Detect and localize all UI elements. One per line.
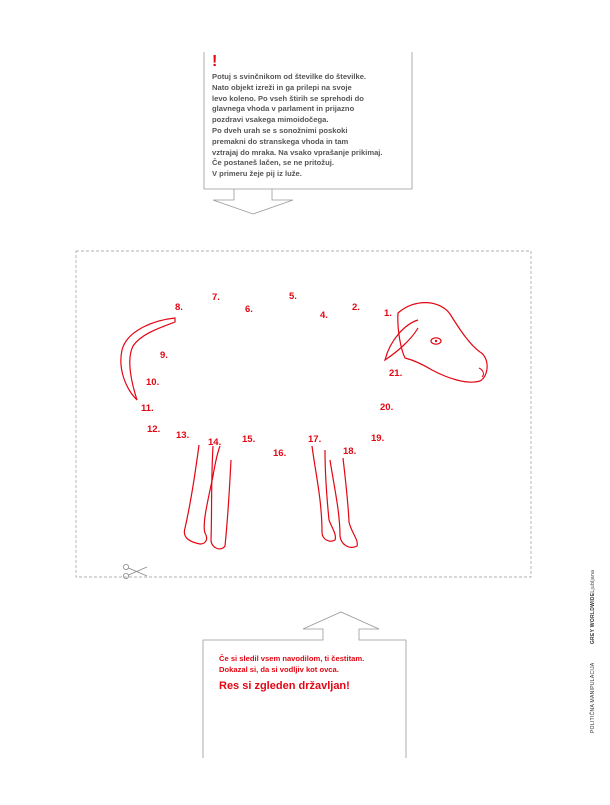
result-box xyxy=(200,610,410,760)
cutout-sheet xyxy=(75,250,532,580)
dot-number: 5. xyxy=(289,291,297,302)
sheep-ear xyxy=(385,320,418,360)
instruction-line: levo koleno. Po vseh štirih se sprehodi do xyxy=(212,93,364,103)
dot-number: 4. xyxy=(320,310,328,321)
dot-number: 13. xyxy=(176,430,190,441)
dot-number: 12. xyxy=(147,424,161,435)
credit-suffix: Ljubljana xyxy=(590,569,596,593)
instructions-box xyxy=(203,52,413,190)
result-slogan: Res si zgleden državljan! xyxy=(219,680,350,692)
dot-number: 16. xyxy=(273,448,287,459)
scissors-icon xyxy=(123,564,147,578)
instruction-line: Po dveh urah se s sonožnimi poskoki xyxy=(212,125,348,135)
instruction-line: Če postaneš lačen, se ne pritožuj. xyxy=(212,158,334,168)
dot-number: 7. xyxy=(212,292,220,303)
sheep-leg xyxy=(312,446,335,541)
side-credit xyxy=(590,570,596,733)
credit-brand: GREY WORLDWIDE xyxy=(590,592,596,645)
dot-number: 10. xyxy=(146,377,160,388)
dot-number: 8. xyxy=(175,302,183,313)
sheep-head xyxy=(398,303,487,383)
dot-number: 14. xyxy=(208,437,222,448)
dot-number: 21. xyxy=(389,368,403,379)
dot-number: 17. xyxy=(308,434,322,445)
exclamation-mark: ! xyxy=(212,53,218,70)
instruction-line: Potuj s svinčnikom od številke do številke. xyxy=(212,72,367,81)
instruction-line: pozdravi vsakega mimoidočega. xyxy=(212,115,329,125)
instruction-line: Nato objekt izreži in ga prilepi na svoje xyxy=(212,82,352,92)
dot-number: 11. xyxy=(141,403,154,414)
dot-number: 2. xyxy=(352,302,360,313)
dot-number: 6. xyxy=(245,304,253,315)
credit-left: POLITIČNA MANIPULACIJA xyxy=(590,662,596,733)
instruction-line: glavnega vhoda v parlament in prijazno xyxy=(212,104,355,114)
dot-number: 9. xyxy=(160,350,168,361)
instruction-line: vztrajaj do mraka. Na vsako vprašanje prikimaj. xyxy=(212,147,383,157)
result-line: Če si sledil vsem navodilom, ti čestitam. xyxy=(219,654,365,663)
result-line: Dokazal si, da si vodljiv kot ovca. xyxy=(219,665,339,674)
down-arrow-icon xyxy=(212,188,294,216)
dot-number: 19. xyxy=(371,433,385,444)
dot-number: 15. xyxy=(242,434,256,445)
sheep-drawing xyxy=(75,250,532,580)
dashed-cut-border xyxy=(76,251,531,577)
dot-number: 18. xyxy=(343,446,357,457)
instruction-line: premakni do stranskega vhoda in tam xyxy=(212,136,349,146)
dot-number: 20. xyxy=(380,402,394,413)
sheep-leg xyxy=(211,446,231,549)
instructions-text xyxy=(212,72,412,180)
instruction-line: V primeru žeje pij iz luže. xyxy=(212,169,302,179)
sheep-leg xyxy=(184,445,220,544)
dot-number: 1. xyxy=(384,308,392,319)
